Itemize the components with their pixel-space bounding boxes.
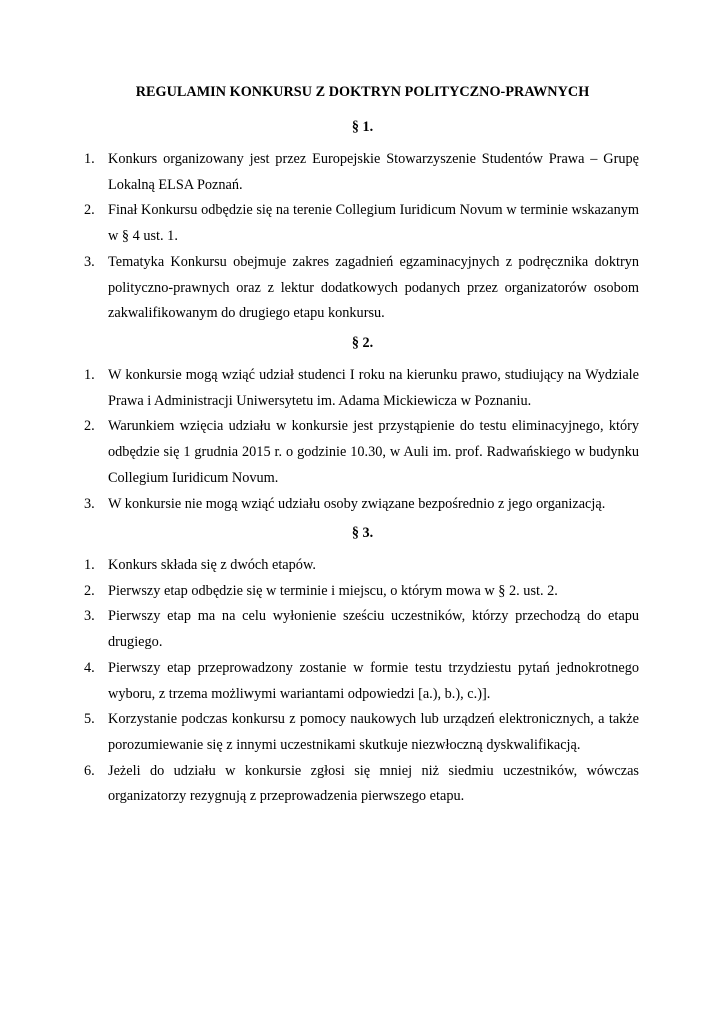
- item-text: Konkurs organizowany jest przez Europejskie Stowarzyszenie Studentów Prawa – Grupę Lokalną ELSA Poznań.: [108, 151, 639, 193]
- list-item: [84, 579, 639, 605]
- item-number: 3.: [84, 253, 95, 270]
- item-text: Konkurs składa się z dwóch etapów.: [108, 557, 316, 573]
- item-text: Finał Konkursu odbędzie się na terenie Collegium Iuridicum Novum w terminie wskazanym w § 4 ust. 1.: [108, 202, 639, 245]
- section-heading-3: § 3.: [351, 525, 374, 541]
- item-number: 2.: [84, 202, 95, 219]
- item-text: Tematyka Konkursu obejmuje zakres zagadnień egzaminacyjnych z podręcznika doktryn polityczno-prawnych oraz z lektur dodatkowych podanych przez organizatorów osobom zakwalifikowanym do drugiego etapu konkursu.: [108, 253, 639, 322]
- item-number: 1.: [84, 367, 95, 383]
- list-item: [84, 707, 639, 758]
- list-item: [84, 759, 639, 810]
- item-text: Pierwszy etap przeprowadzony zostanie w formie testu trzydziestu pytań jednokrotnego wyboru, z trzema możliwymi wariantami odpowiedzi [a.), b.), c.)].: [108, 659, 639, 702]
- item-number: 5.: [84, 711, 95, 728]
- section-1-list: [84, 147, 639, 327]
- list-item: [84, 553, 639, 579]
- item-number: 2.: [84, 418, 95, 435]
- list-item: [84, 250, 639, 327]
- item-number: 1.: [84, 151, 95, 167]
- item-text: Jeżeli do udziału w konkursie zgłosi się mniej niż siedmiu uczestników, wówczas organizatorzy rezygnują z przeprowadzenia pierwszego etapu.: [108, 762, 639, 805]
- item-text: W konkursie mogą wziąć udział studenci I roku na kierunku prawo, studiujący na Wydziale Prawa i Administracji Uniwersytetu im. Adama Mickiewicza w Poznaniu.: [108, 367, 639, 409]
- item-text: Warunkiem wzięcia udziału w konkursie jest przystąpienie do testu eliminacyjnego, który odbędzie się 1 grudnia 2015 r. o godzinie 10.30, w Auli im. prof. Radwańskiego w budynku Collegium Iuridicum Novum.: [108, 418, 639, 486]
- item-number: 6.: [84, 762, 95, 779]
- item-number: 3.: [84, 495, 95, 512]
- document-title: REGULAMIN KONKURSU Z DOKTRYN POLITYCZNO-PRAWNYCH: [135, 84, 590, 100]
- item-text: Pierwszy etap odbędzie się w terminie i miejscu, o którym mowa w § 2. ust. 2.: [108, 582, 558, 599]
- item-number: 3.: [84, 608, 95, 625]
- list-item: [84, 147, 639, 198]
- item-number: 4.: [84, 659, 95, 676]
- item-text: Korzystanie podczas konkursu z pomocy naukowych lub urządzeń elektronicznych, a także porozumiewanie się z innymi uczestnikami skutkuje niezwłoczną dyskwalifikacją.: [108, 711, 639, 753]
- list-item: [84, 604, 639, 655]
- section-2-list: [84, 363, 639, 517]
- list-item: [84, 363, 639, 414]
- section-heading-1: § 1.: [351, 119, 374, 135]
- list-item: [84, 656, 639, 707]
- list-item: [84, 198, 639, 249]
- item-text: W konkursie nie mogą wziąć udziału osoby związane bezpośrednio z jego organizacją.: [108, 495, 606, 512]
- section-heading-2: § 2.: [351, 335, 374, 351]
- section-3-list: [84, 553, 639, 810]
- list-item: [84, 414, 639, 491]
- item-number: 1.: [84, 557, 95, 573]
- list-item: [84, 492, 639, 518]
- item-text: Pierwszy etap ma na celu wyłonienie sześciu uczestników, którzy przechodzą do etapu drugiego.: [108, 608, 639, 651]
- item-number: 2.: [84, 582, 95, 599]
